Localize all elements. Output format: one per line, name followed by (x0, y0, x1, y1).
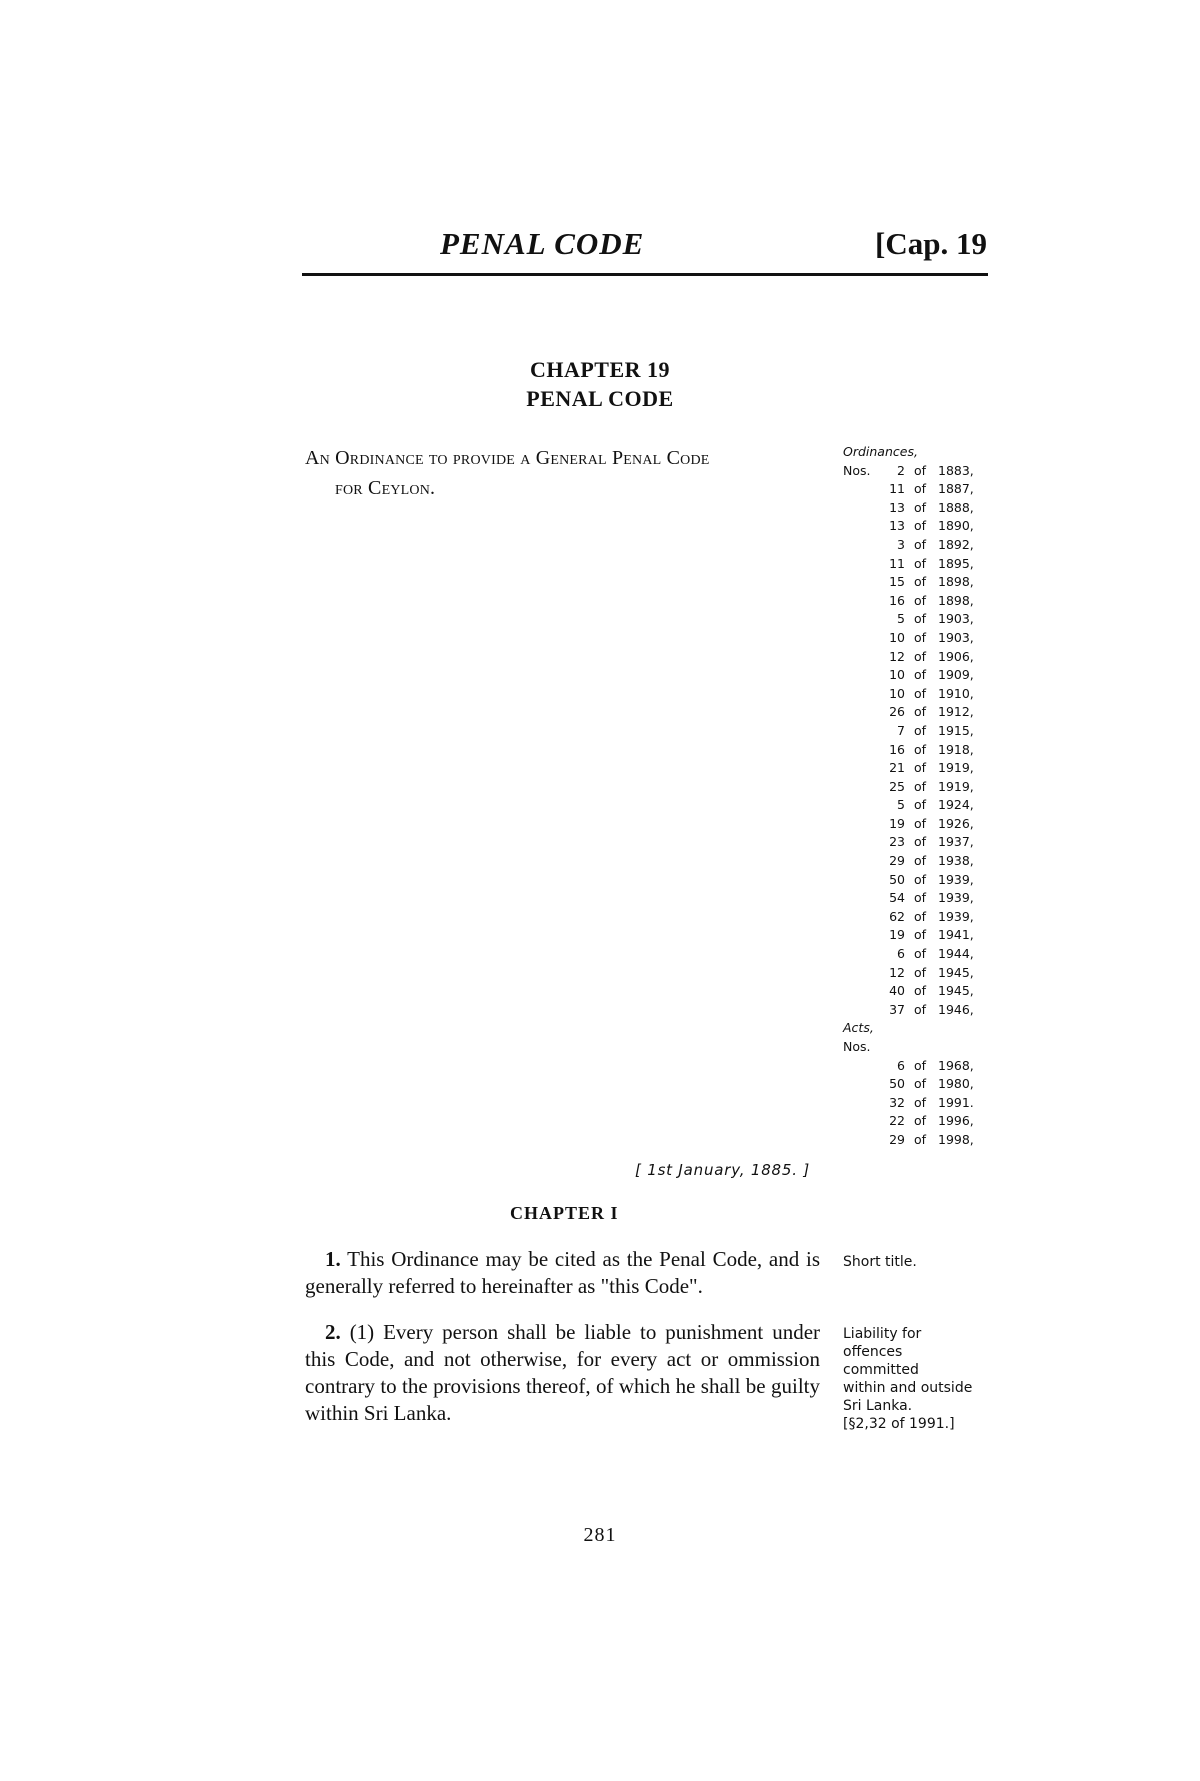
citation-year: 1980, (938, 1076, 974, 1092)
citation-of: of (914, 574, 927, 590)
citation-of: of (914, 1131, 927, 1147)
citation-number: 54 (889, 890, 905, 906)
citation-number: 13 (889, 518, 905, 534)
citation-year: 1912, (938, 704, 974, 720)
citation-of: of (914, 1076, 927, 1092)
citation-year: 1937, (938, 834, 974, 850)
ordinance-citation (843, 852, 993, 871)
section-2-text: (1) Every person shall be liable to punishment under this Code, and not otherwise, for every act or ommission contrary to the provisions thereof, of which he shall be guilty within Sri Lanka. (305, 1320, 821, 1425)
chapter-heading (440, 355, 760, 413)
ordinance-citation (843, 648, 993, 667)
citation-number: 5 (897, 797, 905, 813)
citation-year: 1918, (938, 741, 974, 757)
citation-of: of (914, 741, 927, 757)
citation-number: 19 (889, 927, 905, 943)
citation-number: 37 (889, 1001, 905, 1017)
citation-of: of (914, 536, 927, 552)
citation-year: 1941, (938, 927, 974, 943)
act-citation (843, 1094, 993, 1113)
ordinance-citation (843, 778, 993, 797)
running-header-title: PENAL CODE (440, 226, 645, 261)
citation-of: of (914, 778, 927, 794)
citation-year: 1939, (938, 871, 974, 887)
long-title-line-1: An Ordinance to provide a General Penal Code (305, 447, 710, 469)
citation-year: 1996, (938, 1113, 974, 1129)
margin-note-line: offences (843, 1344, 903, 1360)
citation-of: of (914, 908, 927, 924)
citation-number: 16 (889, 741, 905, 757)
chapter-heading-title: PENAL CODE (526, 386, 674, 411)
chapter-1-heading: CHAPTER I (510, 1203, 619, 1223)
citation-year: 1968, (938, 1057, 974, 1073)
ordinance-citation (843, 722, 993, 741)
ordinance-citation (843, 536, 993, 555)
section-1-number: 1. (325, 1247, 341, 1271)
citation-year: 1898, (938, 574, 974, 590)
ordinance-citation (843, 908, 993, 927)
citation-number: 7 (897, 722, 905, 738)
citation-number: 19 (889, 815, 905, 831)
citation-year: 1890, (938, 518, 974, 534)
citation-number: 10 (889, 629, 905, 645)
ordinance-citation (843, 462, 993, 481)
citation-year: 1915, (938, 722, 974, 738)
citation-year: 1898, (938, 592, 974, 608)
margin-note-line: Sri Lanka. (843, 1398, 913, 1414)
section-2 (305, 1319, 820, 1427)
citation-of: of (914, 462, 927, 478)
acts-prefix: Nos. (843, 1039, 871, 1054)
citation-year: 1892, (938, 536, 974, 552)
citation-year: 1906, (938, 648, 974, 664)
citation-year: 1910, (938, 685, 974, 701)
citation-of: of (914, 499, 927, 515)
ordinance-citation (843, 833, 993, 852)
citation-of: of (914, 629, 927, 645)
citation-of: of (914, 1113, 927, 1129)
ordinance-citation (843, 610, 993, 629)
section-1-margin-note: Short title. (843, 1254, 917, 1270)
long-title-line-2: for Ceylon. (335, 477, 436, 499)
citation-of: of (914, 871, 927, 887)
citation-of: of (914, 555, 927, 571)
act-citation (843, 1075, 993, 1094)
ordinance-citation (843, 703, 993, 722)
citation-year: 1946, (938, 1001, 974, 1017)
citation-year: 1924, (938, 797, 974, 813)
citation-number: 26 (889, 704, 905, 720)
citation-of: of (914, 964, 927, 980)
running-header-cap: [Cap. 19 (875, 226, 987, 261)
ordinance-citation (843, 796, 993, 815)
citation-year: 1938, (938, 853, 974, 869)
citation-of: of (914, 648, 927, 664)
citation-of: of (914, 1001, 927, 1017)
ordinance-citation (843, 871, 993, 890)
acts-heading: Acts, (843, 1020, 874, 1036)
citation-of: of (914, 760, 927, 776)
act-citation (843, 1112, 993, 1131)
section-1 (305, 1246, 820, 1300)
citation-of: of (914, 518, 927, 534)
citation-of: of (914, 815, 927, 831)
citation-of: of (914, 927, 927, 943)
citation-year: 1945, (938, 964, 974, 980)
citation-of: of (914, 834, 927, 850)
citation-year: 1944, (938, 946, 974, 962)
citation-year: 1926, (938, 815, 974, 831)
ordinance-citation (843, 945, 993, 964)
ordinance-citation (843, 889, 993, 908)
citation-number: 32 (889, 1094, 905, 1110)
citation-of: of (914, 983, 927, 999)
citation-number: 25 (889, 778, 905, 794)
ordinance-citation (843, 964, 993, 983)
citation-of: of (914, 946, 927, 962)
margin-note-line: [§2,32 of 1991.] (843, 1416, 955, 1432)
margin-note-line: within and outside (843, 1380, 973, 1396)
citation-year: 1903, (938, 611, 974, 627)
ordinances-heading: Ordinances, (843, 444, 918, 459)
citation-year: 1909, (938, 667, 974, 683)
citation-number: 29 (889, 1131, 905, 1147)
long-title (305, 443, 825, 503)
ordinance-citation (843, 815, 993, 834)
margin-note-line: Liability for (843, 1326, 922, 1342)
amending-legislation-list (843, 443, 993, 1150)
citation-year: 1883, (938, 462, 974, 478)
ordinance-citation (843, 741, 993, 760)
citation-number: 12 (889, 648, 905, 664)
citation-year: 1919, (938, 760, 974, 776)
citation-year: 1939, (938, 890, 974, 906)
citation-of: of (914, 685, 927, 701)
ordinance-citation (843, 499, 993, 518)
citation-of: of (914, 611, 927, 627)
citation-year: 1919, (938, 778, 974, 794)
page-number: 281 (583, 1524, 617, 1546)
ordinances-list (843, 462, 993, 1020)
citation-number: 13 (889, 499, 905, 515)
citation-year: 1991. (938, 1094, 974, 1110)
citation-number: 3 (897, 536, 905, 552)
citation-year: 1939, (938, 908, 974, 924)
citation-of: of (914, 797, 927, 813)
margin-note-line: committed (843, 1362, 919, 1378)
citation-number: 15 (889, 574, 905, 590)
commencement-date: [ 1st January, 1885. ] (635, 1161, 811, 1179)
citation-of: of (914, 704, 927, 720)
citation-of: of (914, 481, 927, 497)
ordinance-citation (843, 1001, 993, 1020)
citation-of: of (914, 667, 927, 683)
citation-number: 62 (889, 908, 905, 924)
citation-of: of (914, 853, 927, 869)
ordinance-citation (843, 480, 993, 499)
section-2-margin-note (843, 1325, 993, 1433)
citation-year: 1945, (938, 983, 974, 999)
citation-number: 11 (889, 481, 905, 497)
citation-year: 1895, (938, 555, 974, 571)
citation-of: of (914, 592, 927, 608)
citation-number: 6 (897, 946, 905, 962)
act-citation (843, 1131, 993, 1150)
citation-number: 6 (897, 1057, 905, 1073)
citation-number: 40 (889, 983, 905, 999)
citation-number: 21 (889, 760, 905, 776)
citation-number: 10 (889, 667, 905, 683)
citation-number: 50 (889, 1076, 905, 1092)
citation-number: 29 (889, 853, 905, 869)
section-2-number: 2. (325, 1320, 341, 1344)
citation-of: of (914, 1057, 927, 1073)
citation-number: 23 (889, 834, 905, 850)
citation-number: 10 (889, 685, 905, 701)
ordinance-citation (843, 759, 993, 778)
citation-number: 16 (889, 592, 905, 608)
citation-number: 11 (889, 555, 905, 571)
ordinance-citation (843, 517, 993, 536)
ordinance-citation (843, 685, 993, 704)
citation-of: of (914, 722, 927, 738)
citation-number: 5 (897, 611, 905, 627)
citation-year: 1998, (938, 1131, 974, 1147)
ordinance-prefix: Nos. (843, 462, 871, 478)
ordinance-citation (843, 555, 993, 574)
acts-list (843, 1057, 993, 1150)
ordinance-citation (843, 592, 993, 611)
citation-number: 22 (889, 1113, 905, 1129)
header-rule (302, 273, 988, 276)
citation-year: 1888, (938, 499, 974, 515)
citation-year: 1903, (938, 629, 974, 645)
citation-year: 1887, (938, 481, 974, 497)
ordinance-citation (843, 926, 993, 945)
citation-of: of (914, 890, 927, 906)
citation-number: 50 (889, 871, 905, 887)
act-citation (843, 1057, 993, 1076)
citation-number: 12 (889, 964, 905, 980)
ordinance-citation (843, 573, 993, 592)
ordinance-citation (843, 982, 993, 1001)
ordinance-citation (843, 629, 993, 648)
ordinance-citation (843, 666, 993, 685)
chapter-heading-number: CHAPTER 19 (529, 357, 671, 382)
citation-number: 2 (897, 462, 905, 478)
citation-of: of (914, 1094, 927, 1110)
section-1-text: This Ordinance may be cited as the Penal Code, and is generally referred to hereinafter as "this Code". (305, 1247, 820, 1298)
